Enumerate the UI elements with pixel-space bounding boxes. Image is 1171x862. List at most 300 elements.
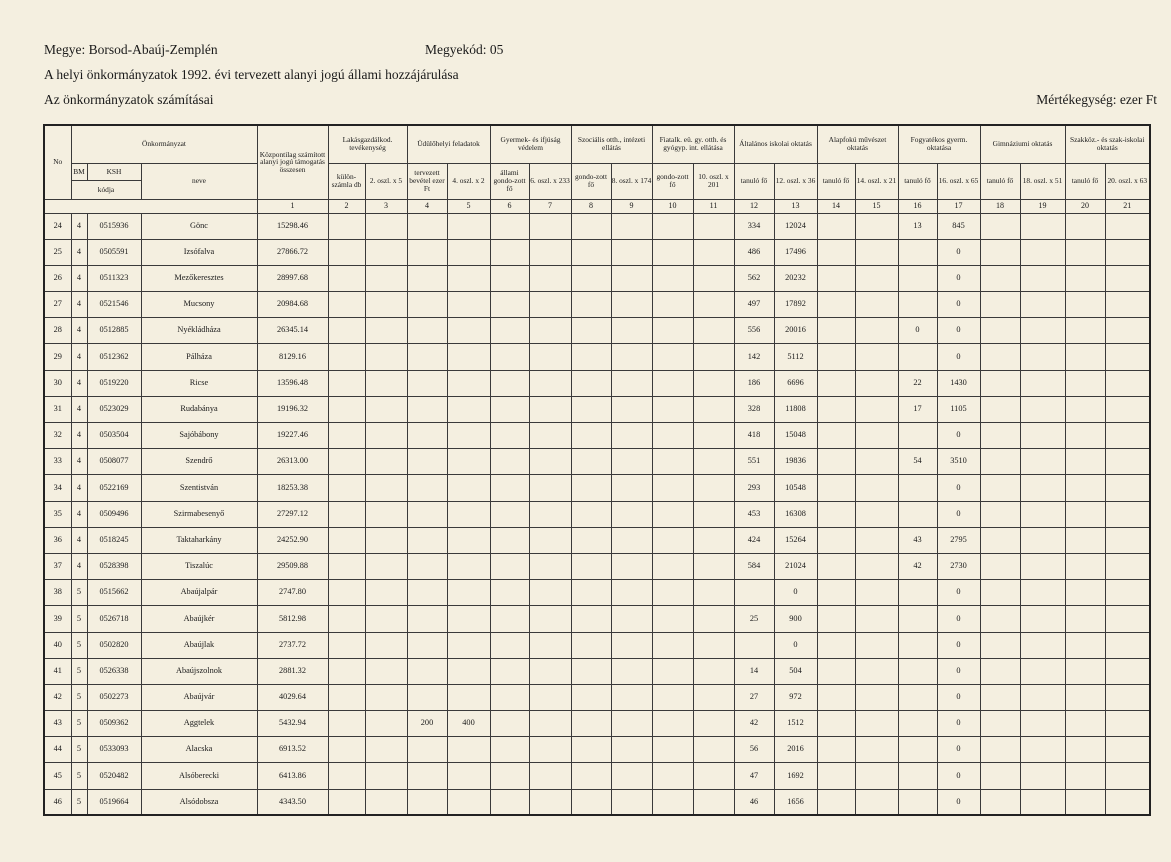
sub-header: 4. oszl. x 2 <box>447 163 490 199</box>
cell-col21 <box>1105 580 1150 606</box>
cell-col11 <box>693 711 734 737</box>
cell-col3 <box>365 606 407 632</box>
cell-col11 <box>693 239 734 265</box>
cell-col14 <box>817 606 855 632</box>
column-number: 6 <box>490 199 529 213</box>
sub-header: 16. oszl. x 65 <box>937 163 980 199</box>
cell-bm: 4 <box>71 265 87 291</box>
column-number: 16 <box>898 199 937 213</box>
cell-col4 <box>407 632 447 658</box>
cell-kozponti: 13596.48 <box>257 370 328 396</box>
cell-col12: 142 <box>734 344 774 370</box>
cell-col21 <box>1105 684 1150 710</box>
cell-col19 <box>1020 423 1065 449</box>
cell-col5 <box>447 527 490 553</box>
cell-col6 <box>490 239 529 265</box>
cell-name: Gönc <box>141 213 257 239</box>
cell-name: Abaújkér <box>141 606 257 632</box>
sub-header: gondo-zott fő <box>571 163 611 199</box>
cell-kozponti: 26313.00 <box>257 449 328 475</box>
cell-no: 45 <box>44 763 71 789</box>
cell-col8 <box>571 239 611 265</box>
cell-col6 <box>490 711 529 737</box>
cell-col10 <box>652 475 693 501</box>
cell-col14 <box>817 658 855 684</box>
cell-col21 <box>1105 632 1150 658</box>
cell-col8 <box>571 318 611 344</box>
sub-header: tanuló fő <box>1065 163 1105 199</box>
cell-col9 <box>611 449 652 475</box>
cell-col7 <box>529 370 571 396</box>
table-row <box>44 370 1150 396</box>
cell-col3 <box>365 344 407 370</box>
cell-col10 <box>652 449 693 475</box>
cell-col18 <box>980 239 1020 265</box>
cell-col12: 27 <box>734 684 774 710</box>
cell-bm: 5 <box>71 606 87 632</box>
cell-bm: 4 <box>71 370 87 396</box>
cell-col4 <box>407 789 447 815</box>
cell-col5 <box>447 423 490 449</box>
cell-kozponti: 24252.90 <box>257 527 328 553</box>
cell-col4 <box>407 501 447 527</box>
cell-kozponti: 2881.32 <box>257 658 328 684</box>
cell-col2 <box>328 318 365 344</box>
cell-col15 <box>855 658 898 684</box>
cell-col3 <box>365 396 407 422</box>
cell-no: 24 <box>44 213 71 239</box>
cell-col14 <box>817 789 855 815</box>
cell-col19 <box>1020 475 1065 501</box>
cell-col2 <box>328 449 365 475</box>
document-subtitle: Az önkormányzatok számításai <box>44 92 214 107</box>
cell-col19 <box>1020 344 1065 370</box>
cell-col6 <box>490 553 529 579</box>
cell-col5 <box>447 658 490 684</box>
cell-col3 <box>365 423 407 449</box>
cell-col5 <box>447 501 490 527</box>
cell-col5 <box>447 763 490 789</box>
cell-col18 <box>980 684 1020 710</box>
cell-col13: 15048 <box>774 423 817 449</box>
cell-col5 <box>447 789 490 815</box>
cell-col15 <box>855 449 898 475</box>
cell-col6 <box>490 580 529 606</box>
cell-col3 <box>365 370 407 396</box>
cell-col12: 47 <box>734 763 774 789</box>
cell-kozponti: 6913.52 <box>257 737 328 763</box>
cell-no: 34 <box>44 475 71 501</box>
cell-col16 <box>898 292 937 318</box>
cell-col12: 334 <box>734 213 774 239</box>
table-row <box>44 763 1150 789</box>
cell-col7 <box>529 527 571 553</box>
column-number: 11 <box>693 199 734 213</box>
cell-col19 <box>1020 265 1065 291</box>
col-header-altalanos: Általános iskolai oktatás <box>734 125 817 163</box>
cell-col8 <box>571 606 611 632</box>
cell-col10 <box>652 711 693 737</box>
cell-col8 <box>571 475 611 501</box>
cell-col14 <box>817 396 855 422</box>
cell-col17: 0 <box>937 292 980 318</box>
cell-col19 <box>1020 580 1065 606</box>
cell-col3 <box>365 239 407 265</box>
cell-col13: 21024 <box>774 553 817 579</box>
cell-kozponti: 2747.80 <box>257 580 328 606</box>
cell-col8 <box>571 553 611 579</box>
cell-col20 <box>1065 213 1105 239</box>
cell-col19 <box>1020 213 1065 239</box>
cell-col17: 0 <box>937 239 980 265</box>
sub-header: 20. oszl. x 63 <box>1105 163 1150 199</box>
cell-col21 <box>1105 239 1150 265</box>
cell-name: Taktaharkány <box>141 527 257 553</box>
cell-col11 <box>693 344 734 370</box>
table-row <box>44 789 1150 815</box>
cell-col19 <box>1020 632 1065 658</box>
cell-col6 <box>490 684 529 710</box>
cell-col7 <box>529 475 571 501</box>
cell-col2 <box>328 423 365 449</box>
cell-name: Abaújszolnok <box>141 658 257 684</box>
cell-col11 <box>693 501 734 527</box>
cell-col8 <box>571 344 611 370</box>
cell-col14 <box>817 423 855 449</box>
cell-col18 <box>980 475 1020 501</box>
cell-col6 <box>490 789 529 815</box>
cell-no: 42 <box>44 684 71 710</box>
cell-col10 <box>652 580 693 606</box>
cell-col8 <box>571 658 611 684</box>
cell-bm: 4 <box>71 239 87 265</box>
cell-ksh: 0521546 <box>87 292 141 318</box>
cell-col12: 584 <box>734 553 774 579</box>
cell-col8 <box>571 632 611 658</box>
cell-bm: 4 <box>71 527 87 553</box>
cell-col15 <box>855 763 898 789</box>
sub-header: 10. oszl. x 201 <box>693 163 734 199</box>
cell-col20 <box>1065 396 1105 422</box>
cell-ksh: 0508077 <box>87 449 141 475</box>
cell-col19 <box>1020 239 1065 265</box>
cell-col13: 17496 <box>774 239 817 265</box>
cell-kozponti: 28997.68 <box>257 265 328 291</box>
cell-col9 <box>611 789 652 815</box>
cell-col10 <box>652 527 693 553</box>
cell-col12: 14 <box>734 658 774 684</box>
cell-col2 <box>328 632 365 658</box>
cell-name: Szirmabesenyő <box>141 501 257 527</box>
cell-bm: 4 <box>71 318 87 344</box>
cell-col17: 0 <box>937 580 980 606</box>
cell-ksh: 0523029 <box>87 396 141 422</box>
cell-col16 <box>898 711 937 737</box>
cell-col14 <box>817 318 855 344</box>
cell-col15 <box>855 475 898 501</box>
cell-col19 <box>1020 318 1065 344</box>
cell-col10 <box>652 292 693 318</box>
cell-col3 <box>365 658 407 684</box>
cell-col5 <box>447 213 490 239</box>
cell-col14 <box>817 711 855 737</box>
cell-col11 <box>693 606 734 632</box>
cell-col9 <box>611 711 652 737</box>
cell-col6 <box>490 423 529 449</box>
cell-bm: 4 <box>71 344 87 370</box>
cell-col16 <box>898 475 937 501</box>
cell-col2 <box>328 239 365 265</box>
cell-col12: 424 <box>734 527 774 553</box>
cell-col17: 2730 <box>937 553 980 579</box>
cell-col11 <box>693 580 734 606</box>
cell-col19 <box>1020 606 1065 632</box>
cell-col19 <box>1020 553 1065 579</box>
cell-col11 <box>693 789 734 815</box>
cell-col13: 504 <box>774 658 817 684</box>
cell-col12: 453 <box>734 501 774 527</box>
cell-col7 <box>529 684 571 710</box>
cell-col7 <box>529 501 571 527</box>
cell-col12: 497 <box>734 292 774 318</box>
cell-ksh: 0518245 <box>87 527 141 553</box>
sub-header: tanuló fő <box>817 163 855 199</box>
cell-col17: 0 <box>937 711 980 737</box>
column-number: 20 <box>1065 199 1105 213</box>
cell-col10 <box>652 396 693 422</box>
cell-col17: 0 <box>937 501 980 527</box>
cell-col11 <box>693 370 734 396</box>
col-header-bm: BM <box>71 163 87 180</box>
cell-col9 <box>611 370 652 396</box>
sub-header: tervezett bevétel ezer Ft <box>407 163 447 199</box>
cell-col5 <box>447 344 490 370</box>
cell-col14 <box>817 553 855 579</box>
cell-no: 25 <box>44 239 71 265</box>
col-header-szocialis: Szociális otth., intézeti ellátás <box>571 125 652 163</box>
cell-col2 <box>328 684 365 710</box>
cell-col10 <box>652 370 693 396</box>
cell-name: Abaújlak <box>141 632 257 658</box>
data-table <box>43 124 1151 816</box>
cell-col7 <box>529 632 571 658</box>
col-header-udulo: Üdülőhelyi feladatok <box>407 125 490 163</box>
cell-col3 <box>365 449 407 475</box>
cell-col17: 0 <box>937 318 980 344</box>
cell-col3 <box>365 292 407 318</box>
cell-bm: 4 <box>71 213 87 239</box>
cell-col4 <box>407 763 447 789</box>
cell-col15 <box>855 606 898 632</box>
cell-col21 <box>1105 763 1150 789</box>
cell-col12: 418 <box>734 423 774 449</box>
cell-col10 <box>652 423 693 449</box>
cell-col12: 293 <box>734 475 774 501</box>
cell-name: Ricse <box>141 370 257 396</box>
column-number-blank <box>44 199 257 213</box>
cell-col14 <box>817 475 855 501</box>
cell-col12: 328 <box>734 396 774 422</box>
cell-col8 <box>571 789 611 815</box>
cell-col15 <box>855 684 898 710</box>
cell-col11 <box>693 318 734 344</box>
cell-col11 <box>693 292 734 318</box>
cell-col18 <box>980 344 1020 370</box>
cell-col9 <box>611 553 652 579</box>
cell-col3 <box>365 318 407 344</box>
cell-col21 <box>1105 344 1150 370</box>
cell-col15 <box>855 344 898 370</box>
cell-col11 <box>693 449 734 475</box>
cell-col12: 42 <box>734 711 774 737</box>
cell-col6 <box>490 396 529 422</box>
cell-col13: 20016 <box>774 318 817 344</box>
cell-col16 <box>898 763 937 789</box>
cell-col16: 43 <box>898 527 937 553</box>
cell-col6 <box>490 318 529 344</box>
cell-col11 <box>693 396 734 422</box>
cell-no: 39 <box>44 606 71 632</box>
cell-col13: 6696 <box>774 370 817 396</box>
cell-col6 <box>490 213 529 239</box>
cell-bm: 4 <box>71 292 87 318</box>
cell-col13: 972 <box>774 684 817 710</box>
cell-col18 <box>980 527 1020 553</box>
cell-col6 <box>490 632 529 658</box>
cell-col16 <box>898 580 937 606</box>
cell-col2 <box>328 396 365 422</box>
cell-col8 <box>571 527 611 553</box>
cell-col18 <box>980 606 1020 632</box>
cell-col14 <box>817 239 855 265</box>
cell-col17: 0 <box>937 423 980 449</box>
cell-col4 <box>407 265 447 291</box>
cell-col4 <box>407 213 447 239</box>
sub-header: 8. oszl. x 174 <box>611 163 652 199</box>
cell-col17: 0 <box>937 763 980 789</box>
cell-name: Izsófalva <box>141 239 257 265</box>
cell-col11 <box>693 737 734 763</box>
table-row <box>44 449 1150 475</box>
cell-col8 <box>571 449 611 475</box>
cell-col20 <box>1065 265 1105 291</box>
cell-col5 <box>447 449 490 475</box>
cell-col17: 0 <box>937 684 980 710</box>
cell-col18 <box>980 711 1020 737</box>
table-row <box>44 396 1150 422</box>
cell-col5 <box>447 239 490 265</box>
cell-col17: 1430 <box>937 370 980 396</box>
table-row <box>44 292 1150 318</box>
cell-col15 <box>855 789 898 815</box>
cell-kozponti: 5432.94 <box>257 711 328 737</box>
cell-col15 <box>855 213 898 239</box>
cell-bm: 5 <box>71 580 87 606</box>
cell-col12 <box>734 580 774 606</box>
cell-col20 <box>1065 632 1105 658</box>
cell-col18 <box>980 396 1020 422</box>
cell-name: Szendrő <box>141 449 257 475</box>
cell-col19 <box>1020 763 1065 789</box>
cell-col2 <box>328 553 365 579</box>
cell-col14 <box>817 632 855 658</box>
cell-col7 <box>529 737 571 763</box>
cell-col12: 186 <box>734 370 774 396</box>
cell-col14 <box>817 580 855 606</box>
cell-col18 <box>980 292 1020 318</box>
cell-col21 <box>1105 265 1150 291</box>
cell-no: 41 <box>44 658 71 684</box>
cell-col19 <box>1020 711 1065 737</box>
cell-col2 <box>328 213 365 239</box>
cell-col11 <box>693 684 734 710</box>
cell-col4 <box>407 318 447 344</box>
county-label: Megye: Borsod-Abaúj-Zemplén <box>44 42 218 57</box>
cell-col6 <box>490 763 529 789</box>
cell-col8 <box>571 213 611 239</box>
cell-col6 <box>490 606 529 632</box>
cell-col5 <box>447 265 490 291</box>
cell-ksh: 0502820 <box>87 632 141 658</box>
cell-col19 <box>1020 527 1065 553</box>
cell-col8 <box>571 501 611 527</box>
cell-col18 <box>980 580 1020 606</box>
cell-ksh: 0522169 <box>87 475 141 501</box>
cell-col16: 22 <box>898 370 937 396</box>
cell-col13: 2016 <box>774 737 817 763</box>
cell-ksh: 0533093 <box>87 737 141 763</box>
cell-col9 <box>611 318 652 344</box>
cell-col4 <box>407 292 447 318</box>
cell-col7 <box>529 763 571 789</box>
cell-ksh: 0515662 <box>87 580 141 606</box>
cell-col21 <box>1105 658 1150 684</box>
cell-col11 <box>693 553 734 579</box>
column-number: 12 <box>734 199 774 213</box>
column-number: 8 <box>571 199 611 213</box>
cell-col7 <box>529 396 571 422</box>
cell-col13: 15264 <box>774 527 817 553</box>
cell-col2 <box>328 658 365 684</box>
cell-bm: 4 <box>71 396 87 422</box>
table-row <box>44 239 1150 265</box>
cell-col4 <box>407 423 447 449</box>
cell-no: 32 <box>44 423 71 449</box>
sub-header: 6. oszl. x 233 <box>529 163 571 199</box>
cell-col13: 17892 <box>774 292 817 318</box>
cell-col11 <box>693 265 734 291</box>
table-row <box>44 527 1150 553</box>
cell-kozponti: 26345.14 <box>257 318 328 344</box>
col-header-gyermek: Gyermek- és ifjúság védelem <box>490 125 571 163</box>
cell-col3 <box>365 501 407 527</box>
cell-col16: 13 <box>898 213 937 239</box>
col-header-gimnaziumi: Gimnáziumi oktatás <box>980 125 1065 163</box>
cell-col9 <box>611 239 652 265</box>
cell-col21 <box>1105 711 1150 737</box>
cell-col8 <box>571 265 611 291</box>
cell-col3 <box>365 527 407 553</box>
cell-col9 <box>611 658 652 684</box>
cell-col15 <box>855 396 898 422</box>
cell-col18 <box>980 632 1020 658</box>
cell-col16 <box>898 737 937 763</box>
cell-col11 <box>693 527 734 553</box>
cell-col3 <box>365 763 407 789</box>
cell-col8 <box>571 423 611 449</box>
cell-col16 <box>898 501 937 527</box>
cell-col6 <box>490 475 529 501</box>
